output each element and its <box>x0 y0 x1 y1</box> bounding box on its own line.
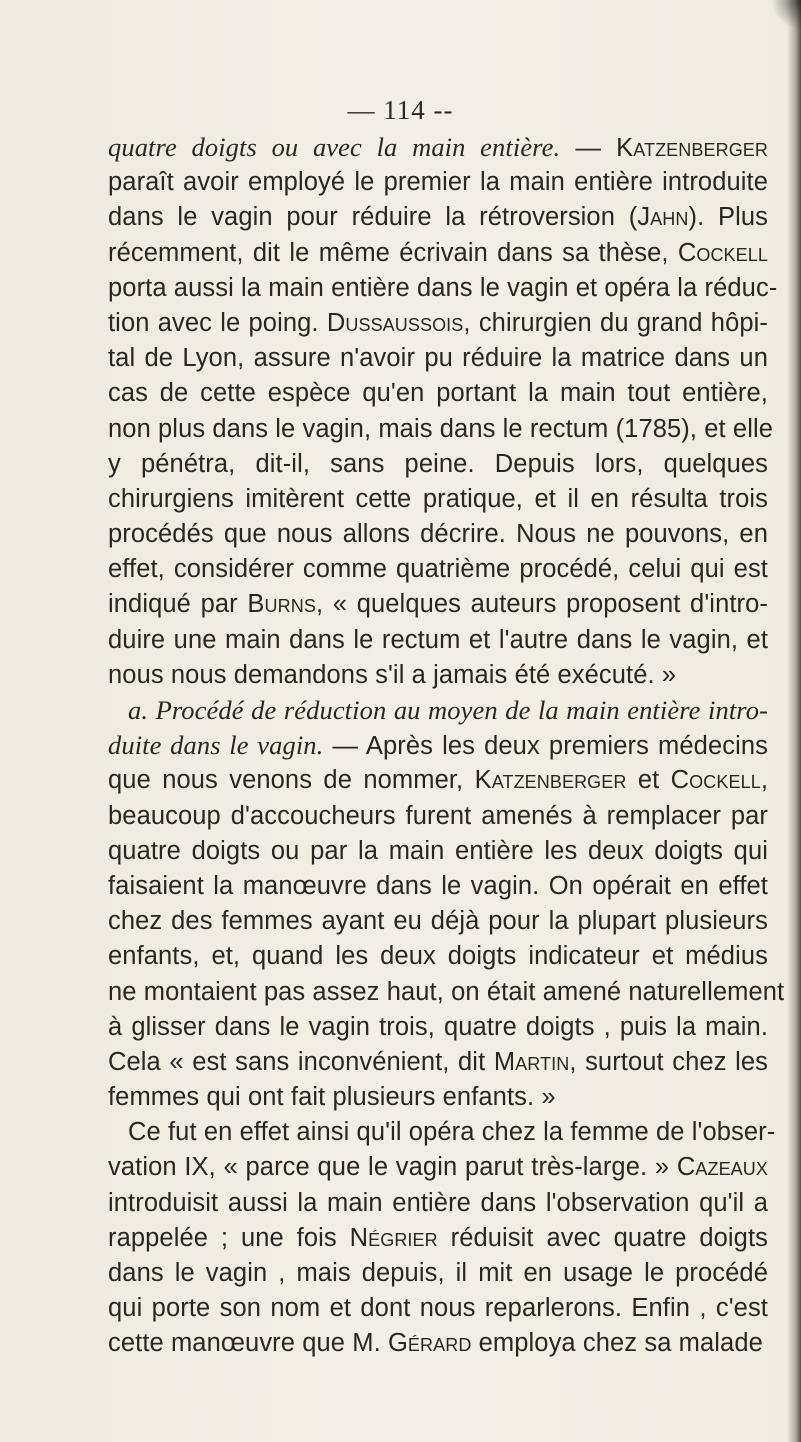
text-line <box>108 412 774 447</box>
text-line <box>108 693 768 728</box>
author-name: Cockell <box>677 238 768 267</box>
italic-text: quatre doigts ou avec la main entière. <box>108 132 561 162</box>
text-run: qui porte son nom et dont nous reparlerons. Enfin , c'est <box>108 1294 768 1323</box>
text-run: à glisser dans le vagin trois, quatre doigts , puis la main. <box>108 1012 768 1041</box>
page-corner-shadow <box>771 0 801 30</box>
text-run: que nous venons de nommer, <box>108 766 475 795</box>
author-name: Dussaussois <box>326 308 464 337</box>
author-name: Gérard <box>387 1329 472 1358</box>
author-name: Jahn <box>637 203 689 232</box>
text-line <box>108 517 768 552</box>
text-run: — Après les deux premiers médecins <box>323 732 768 761</box>
text-line <box>108 1045 768 1080</box>
text-line <box>108 306 768 341</box>
text-line <box>108 1010 768 1045</box>
text-run: paraît avoir employé le premier la main entière introduite <box>108 168 768 197</box>
text-run: — <box>560 134 617 162</box>
text-run: , « quelques auteurs proposent d'intro- <box>315 590 769 619</box>
text-run: duire une main dans le rectum et l'autre dans le vagin, et <box>108 625 768 654</box>
text-line <box>108 904 768 939</box>
text-line <box>108 799 768 834</box>
text-line <box>108 869 768 904</box>
author-name: Katzenberger <box>474 766 627 795</box>
author-name: Cockell <box>670 766 761 795</box>
text-line <box>108 658 768 693</box>
text-run: dans le vagin , mais depuis, il mit en usage le procédé <box>108 1259 768 1287</box>
text-line <box>108 552 768 587</box>
text-line <box>108 376 768 411</box>
text-run: porta aussi la main entière dans le vagin et opéra la réduc- <box>108 273 778 302</box>
text-line <box>108 447 768 482</box>
text-run: réduisit avec quatre doigts <box>437 1223 768 1252</box>
text-run: dans le vagin pour réduire la rétroversion ( <box>108 203 638 232</box>
text-run: Cela « est sans inconvénient, dit <box>108 1047 494 1076</box>
author-name: Burns <box>247 590 316 619</box>
text-run: , surtout chez les <box>569 1047 768 1076</box>
text-line <box>108 834 768 869</box>
text-line <box>108 939 768 974</box>
italic-text: a. Procédé de réduction au moyen de la main entière intro- <box>128 695 768 725</box>
text-line <box>108 623 768 658</box>
text-run: enfants, et, quand les deux doigts indicateur et médius <box>108 942 768 971</box>
text-line <box>108 1326 768 1361</box>
author-name: Martin <box>493 1047 570 1076</box>
text-run: , <box>760 766 768 795</box>
text-run: indiqué par <box>108 590 248 619</box>
author-name: Katzenberger <box>616 134 768 162</box>
text-line <box>108 728 768 763</box>
text-line <box>108 1221 768 1256</box>
text-run: procédés que nous allons décrire. Nous ne pouvons, en <box>108 520 768 549</box>
text-line <box>108 587 768 622</box>
text-run: employa chez sa malade <box>471 1329 763 1358</box>
author-name: Négrier <box>349 1223 438 1252</box>
text-run: cette manœuvre que M. <box>108 1329 388 1358</box>
text-line <box>108 1080 768 1115</box>
text-line <box>108 200 768 235</box>
page-number-header: — 114 -- <box>347 95 454 125</box>
text-line <box>108 165 768 200</box>
text-run: , chirurgien du grand hôpi- <box>463 308 768 337</box>
text-run: et <box>626 766 671 795</box>
text-line <box>108 975 785 1010</box>
text-run: ne montaient pas assez haut, on était amené naturellement <box>108 977 785 1006</box>
text-run: vation IX, « parce que le vagin parut très-large. » <box>108 1153 677 1182</box>
text-run: Ce fut en effet ainsi qu'il opéra chez la femme de l'obser- <box>128 1118 776 1147</box>
text-run: introduisit aussi la main entière dans l'observation qu'il a <box>108 1188 768 1217</box>
text-run: y pénétra, dit-il, sans peine. Depuis lors, quelques <box>108 449 768 478</box>
text-run: récemment, dit le même écrivain dans sa thèse, <box>108 238 678 267</box>
text-line <box>108 341 768 376</box>
text-run: beaucoup d'accoucheurs furent amenés à remplacer par <box>108 801 768 830</box>
text-line <box>108 130 768 165</box>
text-line <box>108 1291 768 1326</box>
text-line <box>108 482 768 517</box>
text-run: femmes qui ont fait plusieurs enfants. » <box>108 1083 556 1112</box>
text-line <box>108 236 768 271</box>
page-binding-shadow <box>787 0 801 1442</box>
text-line <box>108 763 768 798</box>
text-run: tion avec le poing. <box>108 308 327 337</box>
body-text <box>108 130 785 1362</box>
text-run: quatre doigts ou par la main entière les deux doigts qui <box>108 836 768 865</box>
text-run: ). Plus <box>688 203 768 232</box>
italic-text: duite dans le vagin. <box>108 730 324 761</box>
text-run: non plus dans le vagin, mais dans le rectum (1785), et elle <box>108 414 774 443</box>
text-line <box>108 1186 768 1221</box>
text-run: chirurgiens imitèrent cette pratique, et il en résulta trois <box>108 484 768 513</box>
text-run: cas de cette espèce qu'en portant la main tout entière, <box>108 379 768 408</box>
text-run: rappelée ; une fois <box>108 1223 350 1252</box>
text-line <box>108 271 778 306</box>
text-line <box>108 1150 768 1185</box>
text-run: effet, considérer comme quatrième procédé, celui qui est <box>108 555 768 584</box>
text-line <box>108 1115 776 1150</box>
text-run: nous nous demandons s'il a jamais été exécuté. » <box>108 660 677 689</box>
text-run: tal de Lyon, assure n'avoir pu réduire la matrice dans un <box>108 344 768 373</box>
text-run: faisaient la manœuvre dans le vagin. On opérait en effet <box>108 871 768 900</box>
text-line <box>108 1256 768 1291</box>
text-run: chez des femmes ayant eu déjà pour la plupart plusieurs <box>108 907 768 936</box>
author-name: Cazeaux <box>676 1153 768 1182</box>
